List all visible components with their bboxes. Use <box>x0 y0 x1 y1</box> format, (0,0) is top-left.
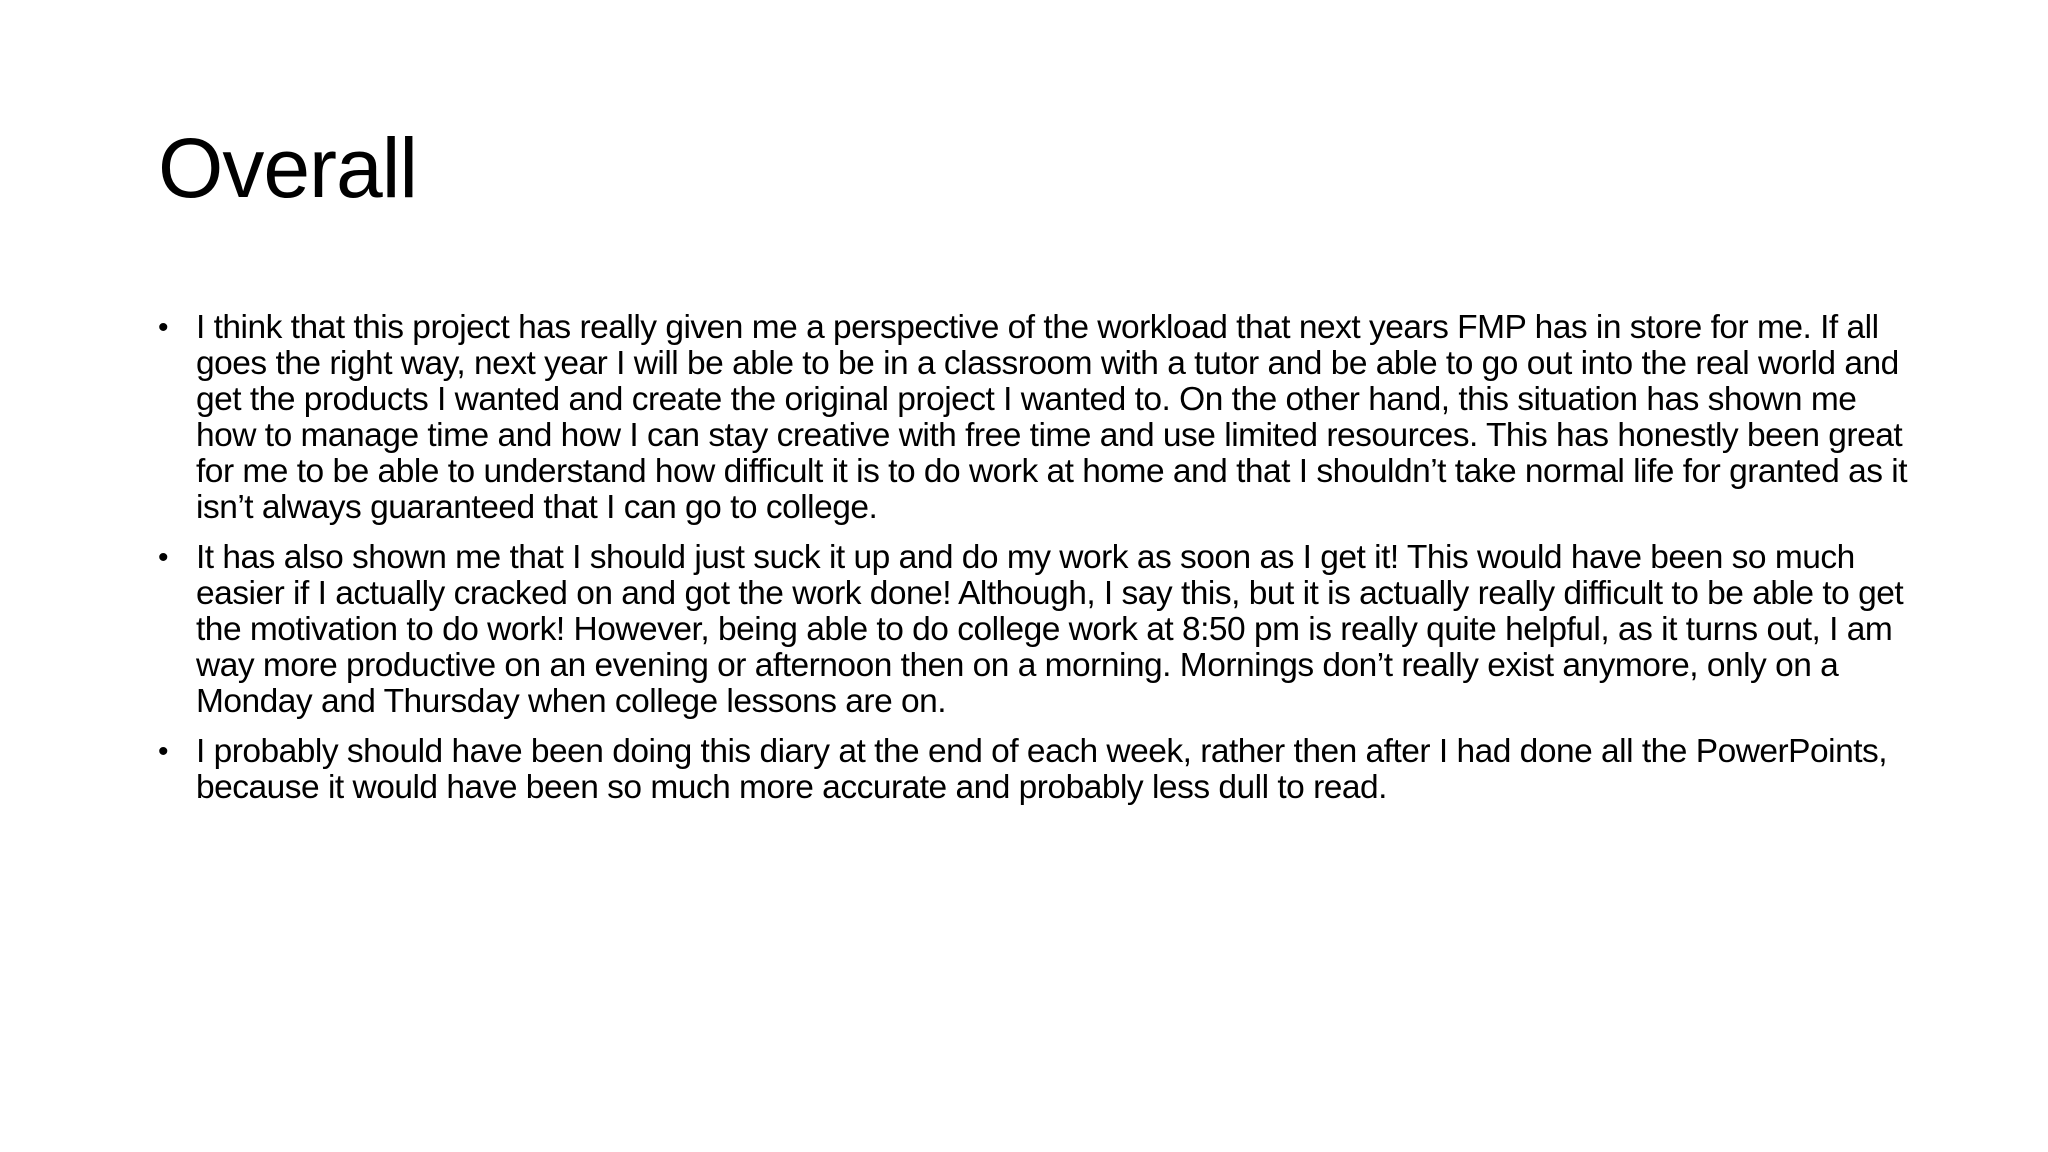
bullet-icon: • <box>158 311 169 344</box>
bullet-text: I probably should have been doing this diary at the end of each week, rather then after I had done all the PowerPoints, because it would have been so much more accurate and probably less dull to read. <box>196 733 1888 806</box>
slide-title: Overall <box>158 121 418 215</box>
bullet-item <box>158 734 1918 806</box>
bullet-item <box>158 310 1918 526</box>
bullet-item <box>158 540 1918 720</box>
bullet-icon: • <box>158 541 169 574</box>
bullet-text: I think that this project has really given me a perspective of the workload that next years FMP has in store for me. If all goes the right way, next year I will be able to be in a classroom with a tutor and be able to go out into the real world and get the products I wanted and create the original project I wanted to. On the other hand, this situation has shown me how to manage time and how I can stay creative with free time and use limited resources. This has honestly been great for me to be able to understand how difficult it is to do work at home and that I shouldn’t take normal life for granted as it isn’t always guaranteed that I can go to college. <box>196 309 1908 526</box>
bullet-list <box>158 310 1918 820</box>
bullet-text: It has also shown me that I should just suck it up and do my work as soon as I get it! This would have been so much easier if I actually cracked on and got the work done! Although, I say this, but it is actually really difficult to be able to get the motivation to do work! However, being able to do college work at 8:50 pm is really quite helpful, as it turns out, I am way more productive on an evening or afternoon then on a morning. Mornings don’t really exist anymore, only on a Monday and Thursday when college lessons are on. <box>196 539 1904 720</box>
bullet-icon: • <box>158 735 169 768</box>
